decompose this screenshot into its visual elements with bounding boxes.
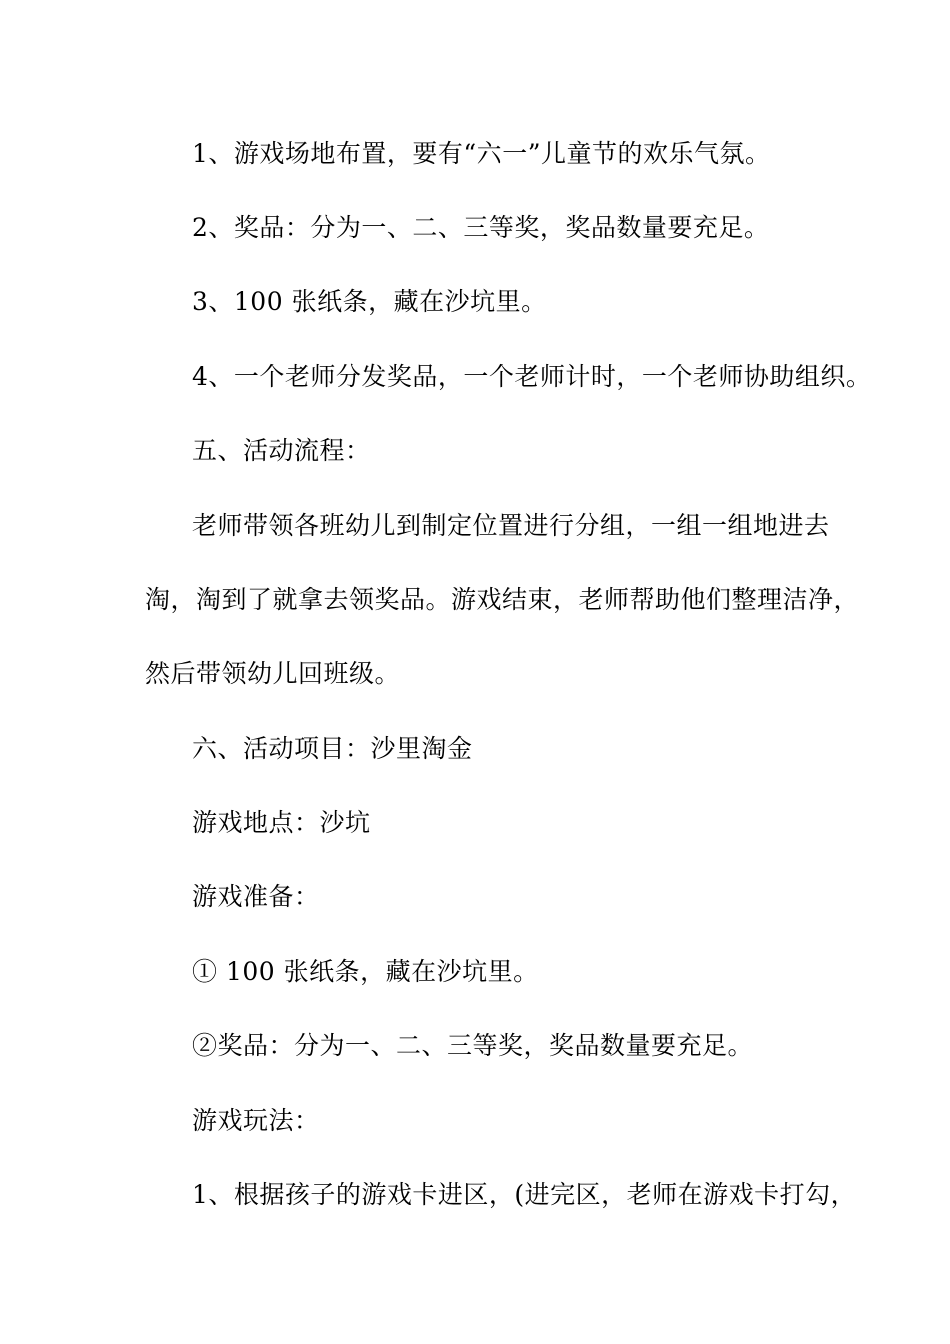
paragraph-venue-setup: 1、游戏场地布置，要有“六一”儿童节的欢乐气氛。 bbox=[192, 139, 771, 168]
section-heading-activity-item: 六、活动项目：沙里淘金 bbox=[192, 734, 473, 763]
paragraph-process-line-2: 淘，淘到了就拿去领奖品。游戏结束，老师帮助他们整理洁净， bbox=[145, 585, 860, 614]
paragraph-game-preparation-heading: 游戏准备： bbox=[192, 882, 320, 911]
paragraph-process-line-1: 老师带领各班幼儿到制定位置进行分组，一组一组地进去 bbox=[192, 511, 830, 540]
paragraph-gameplay-step-1: 1、根据孩子的游戏卡进区，(进完区，老师在游戏卡打勾， bbox=[192, 1180, 857, 1209]
list-item-preparation-1: ① 100 张纸条，藏在沙坑里。 bbox=[192, 957, 539, 986]
paragraph-paper-slips: 3、100 张纸条，藏在沙坑里。 bbox=[192, 287, 547, 316]
paragraph-game-location: 游戏地点：沙坑 bbox=[192, 808, 371, 837]
paragraph-teacher-roles: 4、一个老师分发奖品，一个老师计时，一个老师协助组织。 bbox=[192, 362, 872, 391]
paragraph-gameplay-heading: 游戏玩法： bbox=[192, 1106, 320, 1135]
paragraph-prizes: 2、奖品：分为一、二、三等奖，奖品数量要充足。 bbox=[192, 213, 770, 242]
list-item-preparation-2: ②奖品：分为一、二、三等奖，奖品数量要充足。 bbox=[192, 1031, 754, 1060]
section-heading-activity-process: 五、活动流程： bbox=[192, 436, 371, 465]
paragraph-process-line-3: 然后带领幼儿回班级。 bbox=[145, 659, 401, 688]
